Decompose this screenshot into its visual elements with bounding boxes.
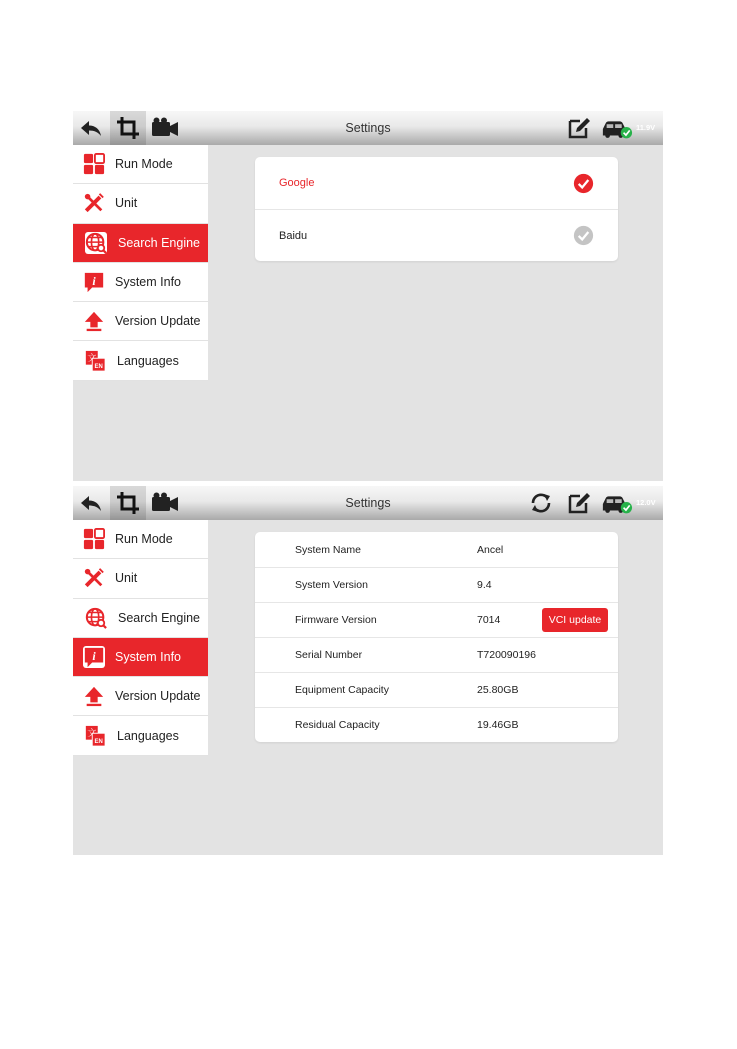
- sidebar-item-languages[interactable]: [73, 716, 208, 755]
- info-value: 7014: [477, 614, 501, 626]
- sidebar-item-run-mode[interactable]: [73, 145, 208, 184]
- sidebar-item-version-update[interactable]: [73, 677, 208, 716]
- sidebar-item-label: Run Mode: [115, 532, 173, 547]
- languages-icon: [73, 725, 117, 747]
- sidebar-item-label: Languages: [117, 728, 179, 743]
- settings-screen-system-info: [73, 486, 663, 855]
- sidebar-item-label: System Info: [115, 650, 181, 665]
- system-info-icon: [73, 646, 115, 668]
- sidebar-item-label: Version Update: [115, 314, 201, 329]
- info-row-system-name: [255, 532, 618, 567]
- run-mode-icon: [73, 153, 115, 175]
- engine-option-google[interactable]: [255, 157, 618, 209]
- sidebar-item-label: System Info: [115, 275, 181, 290]
- info-row-residual-capacity: [255, 707, 618, 742]
- languages-icon: [73, 350, 117, 372]
- sidebar-item-unit[interactable]: [73, 184, 208, 223]
- sidebar-item-system-info[interactable]: [73, 638, 208, 677]
- info-row-firmware-version: [255, 602, 618, 637]
- version-update-icon: [73, 310, 115, 332]
- refresh-icon[interactable]: [523, 486, 559, 520]
- page-title: Settings: [345, 496, 391, 510]
- engine-label: Google: [279, 177, 315, 189]
- info-label: Equipment Capacity: [295, 684, 389, 696]
- sidebar-item-run-mode[interactable]: [73, 520, 208, 559]
- info-label: Residual Capacity: [295, 719, 380, 731]
- info-label: Serial Number: [295, 649, 363, 661]
- battery-voltage: 11.9V: [636, 123, 656, 132]
- sidebar-item-languages[interactable]: [73, 341, 208, 380]
- engine-option-baidu[interactable]: [255, 209, 618, 261]
- settings-sidebar: [73, 520, 208, 756]
- search-engine-icon: [73, 232, 118, 254]
- info-row-serial-number: [255, 637, 618, 672]
- sidebar-item-search-engine[interactable]: [73, 599, 208, 638]
- sidebar-item-unit[interactable]: [73, 559, 208, 598]
- sidebar-item-label: Search Engine: [118, 610, 201, 625]
- edit-icon[interactable]: [561, 486, 597, 520]
- sidebar-item-label: Version Update: [115, 689, 201, 704]
- system-info-table: [255, 532, 618, 742]
- battery-voltage: 12.0V: [636, 498, 656, 507]
- info-label: System Version: [295, 579, 368, 591]
- settings-sidebar: [73, 145, 208, 381]
- vci-update-button[interactable]: VCI update: [542, 608, 608, 632]
- search-engine-icon: [73, 607, 118, 629]
- sidebar-item-label: Unit: [115, 196, 138, 211]
- version-update-icon: [73, 685, 115, 707]
- page-title: Settings: [345, 121, 391, 135]
- unit-icon: [73, 567, 115, 589]
- sidebar-item-label: Run Mode: [115, 157, 173, 172]
- edit-icon[interactable]: [561, 111, 597, 145]
- unchecked-icon: [573, 225, 594, 246]
- info-value: 25.80GB: [477, 684, 519, 696]
- sidebar-item-label: Unit: [115, 571, 138, 586]
- sidebar-item-version-update[interactable]: [73, 302, 208, 341]
- checked-icon: [573, 173, 594, 194]
- unit-icon: [73, 192, 115, 214]
- info-value: 19.46GB: [477, 719, 519, 731]
- info-row-system-version: [255, 567, 618, 602]
- info-value: T720090196: [477, 649, 536, 661]
- run-mode-icon: [73, 528, 115, 550]
- info-value: Ancel: [477, 543, 504, 556]
- info-label: System Name: [295, 543, 361, 556]
- search-engine-list: [255, 157, 618, 261]
- car-status-icon[interactable]: [599, 111, 635, 145]
- sidebar-item-system-info[interactable]: [73, 263, 208, 302]
- engine-label: Baidu: [279, 229, 308, 242]
- info-row-equipment-capacity: [255, 672, 618, 707]
- system-info-icon: [73, 271, 115, 293]
- car-status-icon[interactable]: [599, 486, 635, 520]
- info-label: Firmware Version: [295, 614, 377, 626]
- sidebar-item-label: Search Engine: [118, 235, 201, 250]
- settings-screen-search-engine: [73, 111, 663, 481]
- top-bar: [73, 111, 663, 145]
- top-bar: [73, 486, 663, 520]
- sidebar-item-label: Languages: [117, 353, 179, 368]
- info-value: 9.4: [477, 579, 492, 591]
- sidebar-item-search-engine[interactable]: [73, 224, 208, 263]
